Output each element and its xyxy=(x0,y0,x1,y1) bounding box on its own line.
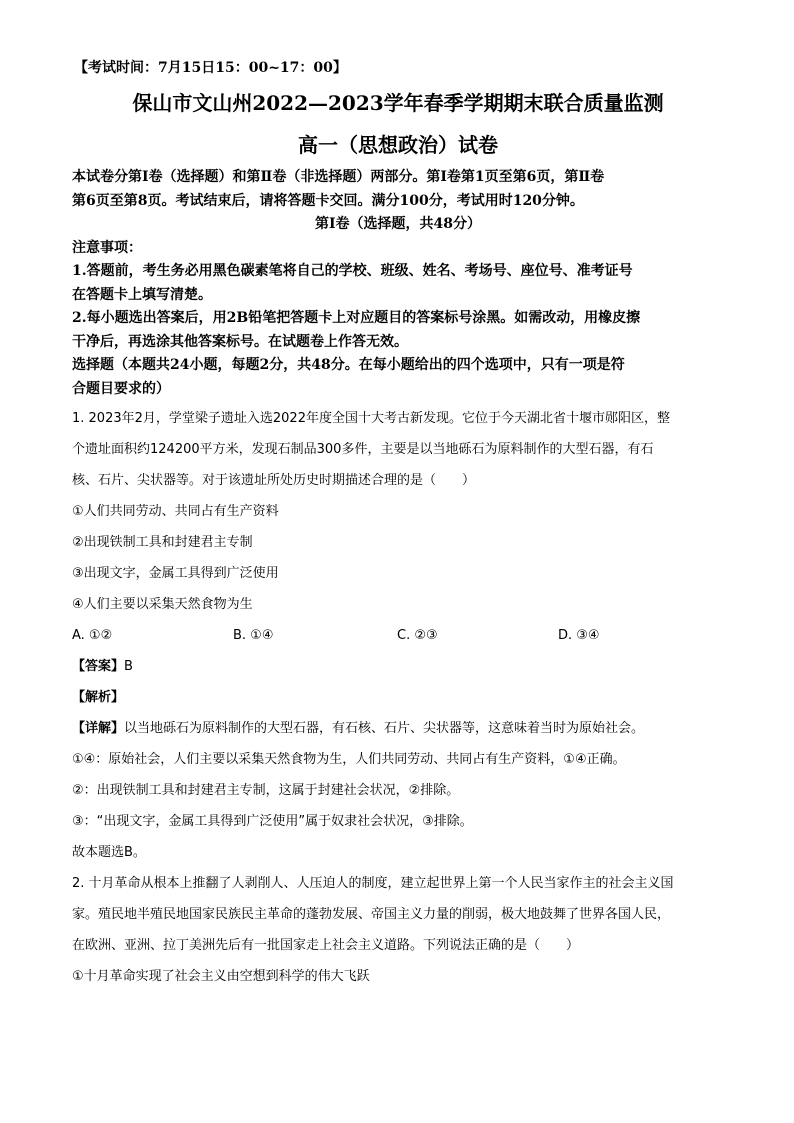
exam-subtitle: 高一（思想政治）试卷 xyxy=(298,133,498,157)
detail-line: 以当地砾石为原料制作的大型石器，有石核、石片、尖状器等，这意味着当时为原始社会。 xyxy=(124,721,645,736)
section-instruction-line: 选择题（本题共24小题，每题2分，共48分。在每小题给出的四个选项中，只有一项是符 xyxy=(72,357,625,373)
exam-time: 【考试时间：7月15日15：00~17：00】 xyxy=(74,60,347,76)
q1-stem-line: 核、石片、尖状器等。对于该遗址所处历史时期描述合理的是（ ） xyxy=(72,473,476,488)
q1-option-b: B. ①④ xyxy=(233,628,274,643)
notices xyxy=(72,260,724,401)
q2-item: ①十月革命实现了社会主义由空想到科学的伟大飞跃 xyxy=(72,969,370,984)
q1-option-a: A. ①② xyxy=(72,628,113,643)
detail-line: ②：出现铁制工具和封建君主专制，这属于封建社会状况，②排除。 xyxy=(72,783,460,798)
answer-label: 【答案】 xyxy=(72,659,125,674)
question-1 xyxy=(72,403,724,868)
q1-option-d: D. ③④ xyxy=(558,628,600,643)
q1-stem-line: 个遗址面积约124200平方米，发现石制品300多件，主要是以当地砾石为原料制作的大型石器，有石 xyxy=(72,442,654,457)
notice-line: 1.答题前，考生务必用黑色碳素笔将自己的学校、班级、姓名、考场号、座位号、准考证号 xyxy=(72,263,633,279)
notice-line: 干净后，再选涂其他答案标号。在试题卷上作答无效。 xyxy=(72,333,408,350)
q1-options xyxy=(72,620,724,651)
detail-line: 故本题选B。 xyxy=(72,845,146,860)
q1-analysis xyxy=(72,682,724,713)
q2-stem-line: 在欧洲、亚洲、拉丁美洲先后有一批国家走上社会主义道路。下列说法正确的是（ ） xyxy=(72,938,580,953)
notice-heading: 注意事项： xyxy=(72,239,142,256)
q1-item: ④人们主要以采集天然食物为生 xyxy=(72,597,253,612)
section-instruction-line: 合题目要求的） xyxy=(72,380,170,397)
q1-detail xyxy=(72,713,724,744)
intro xyxy=(72,166,724,213)
q1-stem-line: 1. 2023年2月，学堂梁子遗址入选2022年度全国十大考古新发现。它位于今天湖北省十堰市郧阳区，整 xyxy=(72,411,670,426)
intro-line: 本试卷分第Ⅰ卷（选择题）和第Ⅱ卷（非选择题）两部分。第Ⅰ卷第1页至第6页，第Ⅱ卷 xyxy=(72,169,605,185)
q1-item: ①人们共同劳动、共同占有生产资料 xyxy=(72,504,279,519)
detail-label: 【详解】 xyxy=(72,721,125,736)
intro-line: 第6页至第8页。考试结束后，请将答题卡交回。满分100分，考试用时120分钟。 xyxy=(72,192,584,209)
q2-stem-line: 2. 十月革命从根本上推翻了人剥削人、人压迫人的制度，建立起世界上第一个人民当家作主的社会主义国 xyxy=(72,876,674,891)
section-title: 第Ⅰ卷（选择题，共48分） xyxy=(314,216,482,232)
q1-item: ③出现文字，金属工具得到广泛使用 xyxy=(72,566,279,581)
exam-page xyxy=(72,58,724,992)
q1-option-c: C. ②③ xyxy=(397,628,438,643)
analysis-label: 【解析】 xyxy=(72,690,125,705)
detail-line: ①④：原始社会，人们主要以采集天然食物为生，人们共同劳动、共同占有生产资料，①④正确。 xyxy=(72,752,626,767)
question-2 xyxy=(72,868,724,992)
answer-value: B xyxy=(124,659,133,674)
q2-stem-line: 家。殖民地半殖民地国家民族民主革命的蓬勃发展、帝国主义力量的削弱，极大地鼓舞了世界各国人民， xyxy=(72,907,671,922)
detail-line: ③：“出现文字，金属工具得到广泛使用”属于奴隶社会状况，③排除。 xyxy=(72,814,473,829)
q1-item: ②出现铁制工具和封建君主专制 xyxy=(72,535,253,550)
notice-line: 2.每小题选出答案后，用2B铅笔把答题卡上对应题目的答案标号涂黑。如需改动，用橡皮擦 xyxy=(72,310,641,326)
q1-answer xyxy=(72,651,724,682)
exam-title: 保山市文山州2022—2023学年春季学期期末联合质量监测 xyxy=(132,91,664,115)
notice-line: 在答题卡上填写清楚。 xyxy=(72,286,212,303)
